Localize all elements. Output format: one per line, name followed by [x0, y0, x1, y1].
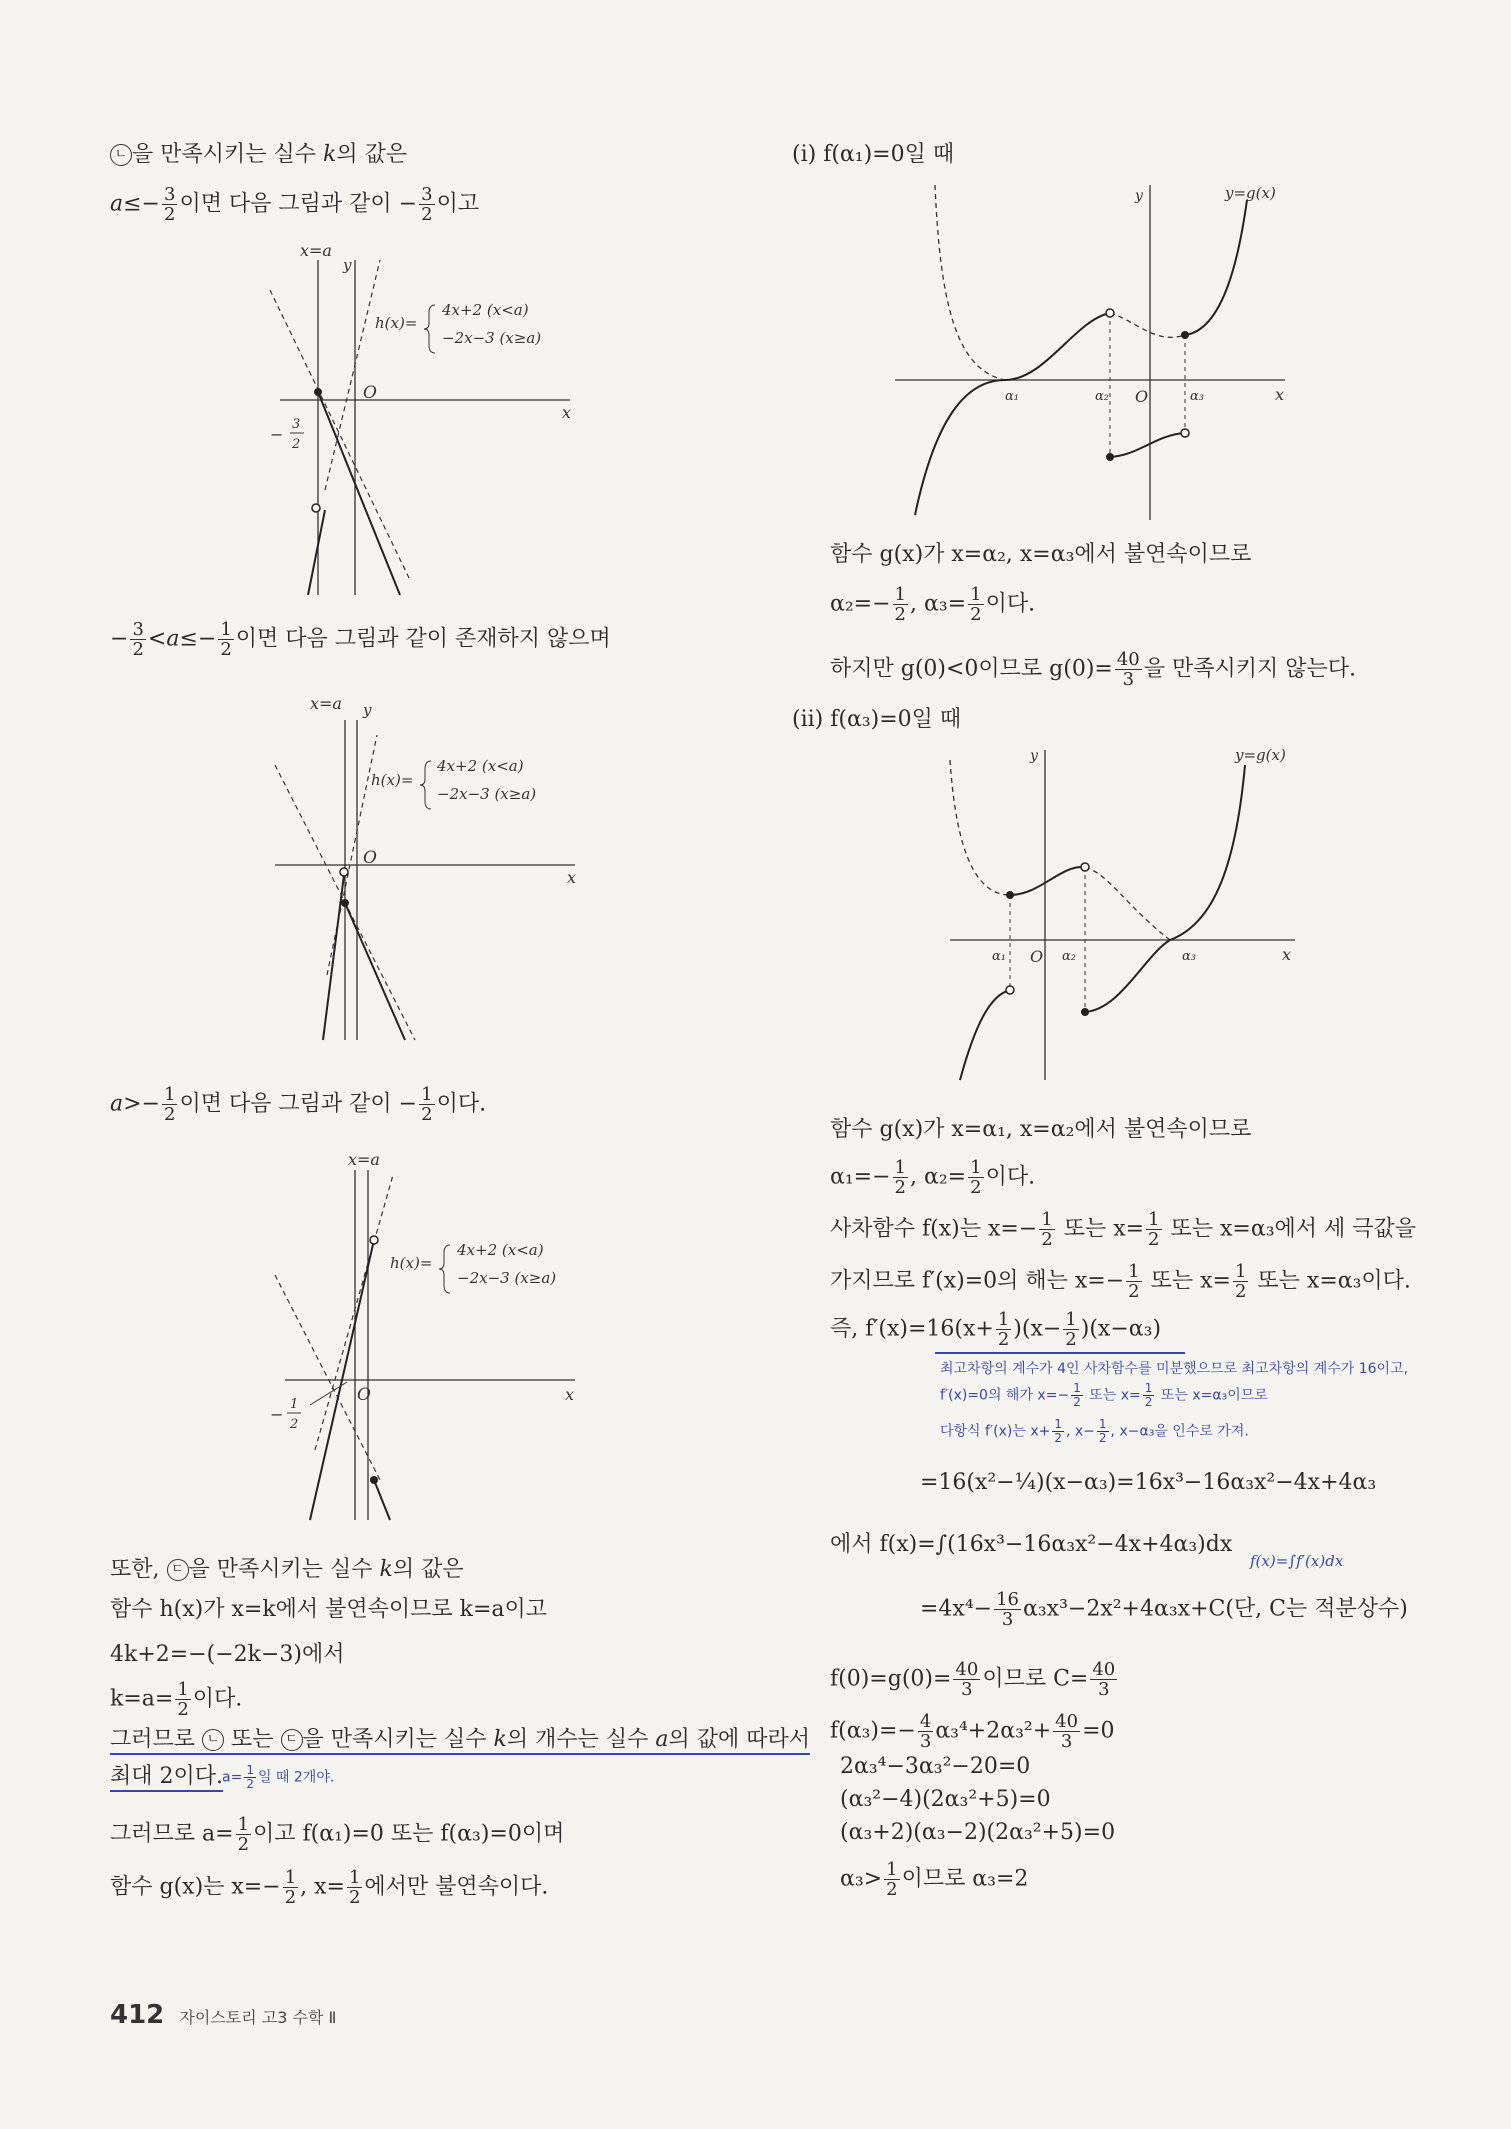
svg-text:2: 2 — [292, 437, 301, 452]
case-2-heading: (ⅱ) f(α₃)=0일 때 — [792, 707, 962, 732]
right-line-1: 함수 g(x)가 x=α₂, x=α₃에서 불연속이므로 — [830, 542, 1252, 567]
case-1-heading: (ⅰ) f(α₁)=0일 때 — [792, 142, 955, 167]
svg-text:x=a: x=a — [310, 694, 342, 713]
circled-letter-b: ㄴ — [110, 144, 132, 166]
right-line-16: (α₃+2)(α₃−2)(2α₃²+5)=0 — [840, 1820, 1116, 1845]
svg-text:4x+2 (x<a): 4x+2 (x<a) — [457, 1241, 544, 1259]
page-number: 412 — [110, 2000, 165, 2030]
svg-text:3: 3 — [292, 417, 301, 432]
left-line-12: 함수 g(x)는 x=− $\frac{1}{2}$ , x= $\frac{1}{2}$ 에서만 불연속이다. — [110, 1867, 549, 1908]
svg-text:x=a: x=a — [348, 1150, 380, 1169]
svg-text:α₂: α₂ — [1095, 389, 1109, 404]
svg-text:x=a: x=a — [300, 241, 332, 260]
right-line-13: f(α₃)=− $\frac{4}{3}$ α₃⁴+2α₃²+ $\frac{40}{3}$ =0 — [830, 1711, 1115, 1752]
left-line-6: 함수 h(x)가 x=k에서 불연속이므로 k=a이고 — [110, 1597, 548, 1622]
svg-text:α₁: α₁ — [1005, 389, 1019, 404]
note-max-two: a= $\frac{1}{2}$ 일 때 2개야. — [222, 1763, 335, 1791]
graph-3 — [265, 1150, 585, 1525]
right-line-9: =16(x²−¼)(x−α₃)=16x³−16α₃x²−4x+4α₃ — [920, 1470, 1377, 1495]
svg-text:y=g(x): y=g(x) — [1225, 184, 1276, 202]
right-line-10: 에서 f(x)=∫(16x³−16α₃x²−4x+4α₃)dx — [830, 1532, 1233, 1557]
svg-text:4x+2 (x<a): 4x+2 (x<a) — [442, 301, 529, 319]
svg-text:h(x)=: h(x)= — [371, 771, 414, 789]
svg-text:O: O — [1030, 947, 1044, 966]
left-line-11: 그러므로 a= $\frac{1}{2}$ 이고 f(α₁)=0 또는 f(α₃)=0이며 — [110, 1814, 565, 1855]
left-line-3: − $\frac{3}{2}$ <a≤− $\frac{1}{2}$ 이면 다음 그림과 같이 존재하지 않으며 — [110, 619, 611, 660]
note-coefficient: 최고차항의 계수가 4인 사차함수를 미분했으므로 최고차항의 계수가 16이고, — [940, 1361, 1409, 1377]
svg-text:h(x)=: h(x)= — [390, 1254, 433, 1272]
circled-letter-c: ㄷ — [167, 1559, 189, 1581]
svg-text:−: − — [270, 425, 284, 444]
svg-text:−: − — [270, 1405, 284, 1424]
right-line-6: 사차함수 f(x)는 x=− $\frac{1}{2}$ 또는 x= $\frac{1}{2}$ 또는 x=α₃에서 세 극값을 — [830, 1209, 1417, 1250]
right-line-5: α₁=− $\frac{1}{2}$ , α₂= $\frac{1}{2}$ 이다. — [830, 1157, 1036, 1198]
svg-text:O: O — [1135, 387, 1149, 406]
svg-text:α₂: α₂ — [1062, 949, 1076, 964]
left-line-5: 또한, ㄷ 을 만족시키는 실수 k의 값은 — [110, 1557, 464, 1582]
svg-text:y: y — [1030, 748, 1038, 764]
svg-text:4x+2 (x<a): 4x+2 (x<a) — [437, 757, 524, 775]
graph-1 — [250, 240, 580, 600]
note-roots: f′(x)=0의 해가 x=− $\frac{1}{2}$ 또는 x= $\frac{1}{2}$ 또는 x=α₃이므로 — [940, 1381, 1268, 1409]
svg-text:x: x — [1275, 385, 1285, 404]
page-footer — [110, 2000, 336, 2030]
right-line-7: 가지므로 f′(x)=0의 해는 x=− $\frac{1}{2}$ 또는 x= $\frac{1}{2}$ 또는 x=α₃이다. — [830, 1261, 1411, 1302]
right-line-11: =4x⁴− $\frac{16}{3}$ α₃x³−2x²+4α₃x+C(단, C는 적분상수) — [920, 1589, 1408, 1630]
svg-text:y: y — [343, 256, 352, 274]
left-line-9: 그러므로 ㄴ 또는 ㄷ 을 만족시키는 실수 k의 개수는 실수 a의 값에 따라서 — [110, 1725, 810, 1755]
right-line-2: α₂=− $\frac{1}{2}$ , α₃= $\frac{1}{2}$ 이다. — [830, 584, 1036, 625]
svg-text:α₃: α₃ — [1190, 389, 1204, 404]
svg-text:y: y — [1135, 188, 1143, 204]
right-line-15: (α₃²−4)(2α₃²+5)=0 — [840, 1787, 1051, 1812]
underline-note — [935, 1352, 1185, 1354]
svg-text:α₁: α₁ — [992, 949, 1006, 964]
svg-text:1: 1 — [290, 1397, 299, 1412]
note-factors: 다항식 f′(x)는 x+ $\frac{1}{2}$ , x− $\frac{1}{2}$ , x−α₃을 인수로 가져. — [940, 1417, 1249, 1445]
svg-text:y=g(x): y=g(x) — [1235, 746, 1286, 764]
left-line-2: a≤− $\frac{3}{2}$ 이면 다음 그림과 같이 − $\frac{3}{2}$ 이고 — [110, 184, 480, 225]
note-integral: f(x)=∫f′(x)dx — [1250, 1552, 1344, 1570]
svg-text:2: 2 — [290, 1417, 299, 1432]
right-line-8: 즉, f′(x)=16(x+ $\frac{1}{2}$ )(x− $\frac{1}{2}$ )(x−α₃) — [830, 1309, 1162, 1350]
svg-text:x: x — [567, 868, 577, 887]
left-line-8: k=a= $\frac{1}{2}$ 이다. — [110, 1679, 243, 1720]
graph-g-case1 — [895, 180, 1295, 525]
right-line-17: α₃> $\frac{1}{2}$ 이므로 α₃=2 — [840, 1859, 1029, 1900]
left-line-10: 최대 2이다. — [110, 1762, 223, 1792]
book-title: 자이스토리 고3 수학 Ⅱ — [179, 2008, 337, 2027]
svg-text:y: y — [363, 701, 372, 719]
right-line-14: 2α₃⁴−3α₃²−20=0 — [840, 1754, 1031, 1779]
svg-text:O: O — [363, 848, 377, 868]
graph-g-case2 — [950, 745, 1305, 1085]
right-line-4: 함수 g(x)가 x=α₁, x=α₂에서 불연속이므로 — [830, 1117, 1252, 1142]
svg-text:O: O — [363, 383, 377, 403]
svg-text:x: x — [1282, 945, 1292, 964]
svg-text:h(x)=: h(x)= — [375, 314, 418, 332]
svg-text:−2x−3 (x≥a): −2x−3 (x≥a) — [437, 785, 537, 803]
svg-text:x: x — [565, 1385, 575, 1404]
graph-2 — [265, 695, 585, 1045]
left-line-4: a>− $\frac{1}{2}$ 이면 다음 그림과 같이 − $\frac{1}{2}$ 이다. — [110, 1084, 487, 1125]
circled-letter-c-2: ㄷ — [281, 1729, 303, 1751]
svg-text:α₃: α₃ — [1182, 949, 1196, 964]
left-line-7: 4k+2=−(−2k−3)에서 — [110, 1642, 345, 1667]
svg-text:x: x — [562, 403, 572, 422]
svg-text:−2x−3 (x≥a): −2x−3 (x≥a) — [442, 329, 542, 347]
left-line-1: ㄴ 을 만족시키는 실수 k의 값은 — [110, 140, 407, 170]
right-line-3: 하지만 g(0)<0이므로 g(0)= $\frac{40}{3}$ 을 만족시키지 않는다. — [830, 649, 1357, 690]
right-line-12: f(0)=g(0)= $\frac{40}{3}$ 이므로 C= $\frac{40}{3}$ — [830, 1659, 1116, 1700]
svg-text:O: O — [357, 1385, 371, 1405]
svg-text:−2x−3 (x≥a): −2x−3 (x≥a) — [457, 1269, 557, 1287]
circled-letter-b-2: ㄴ — [202, 1729, 224, 1751]
